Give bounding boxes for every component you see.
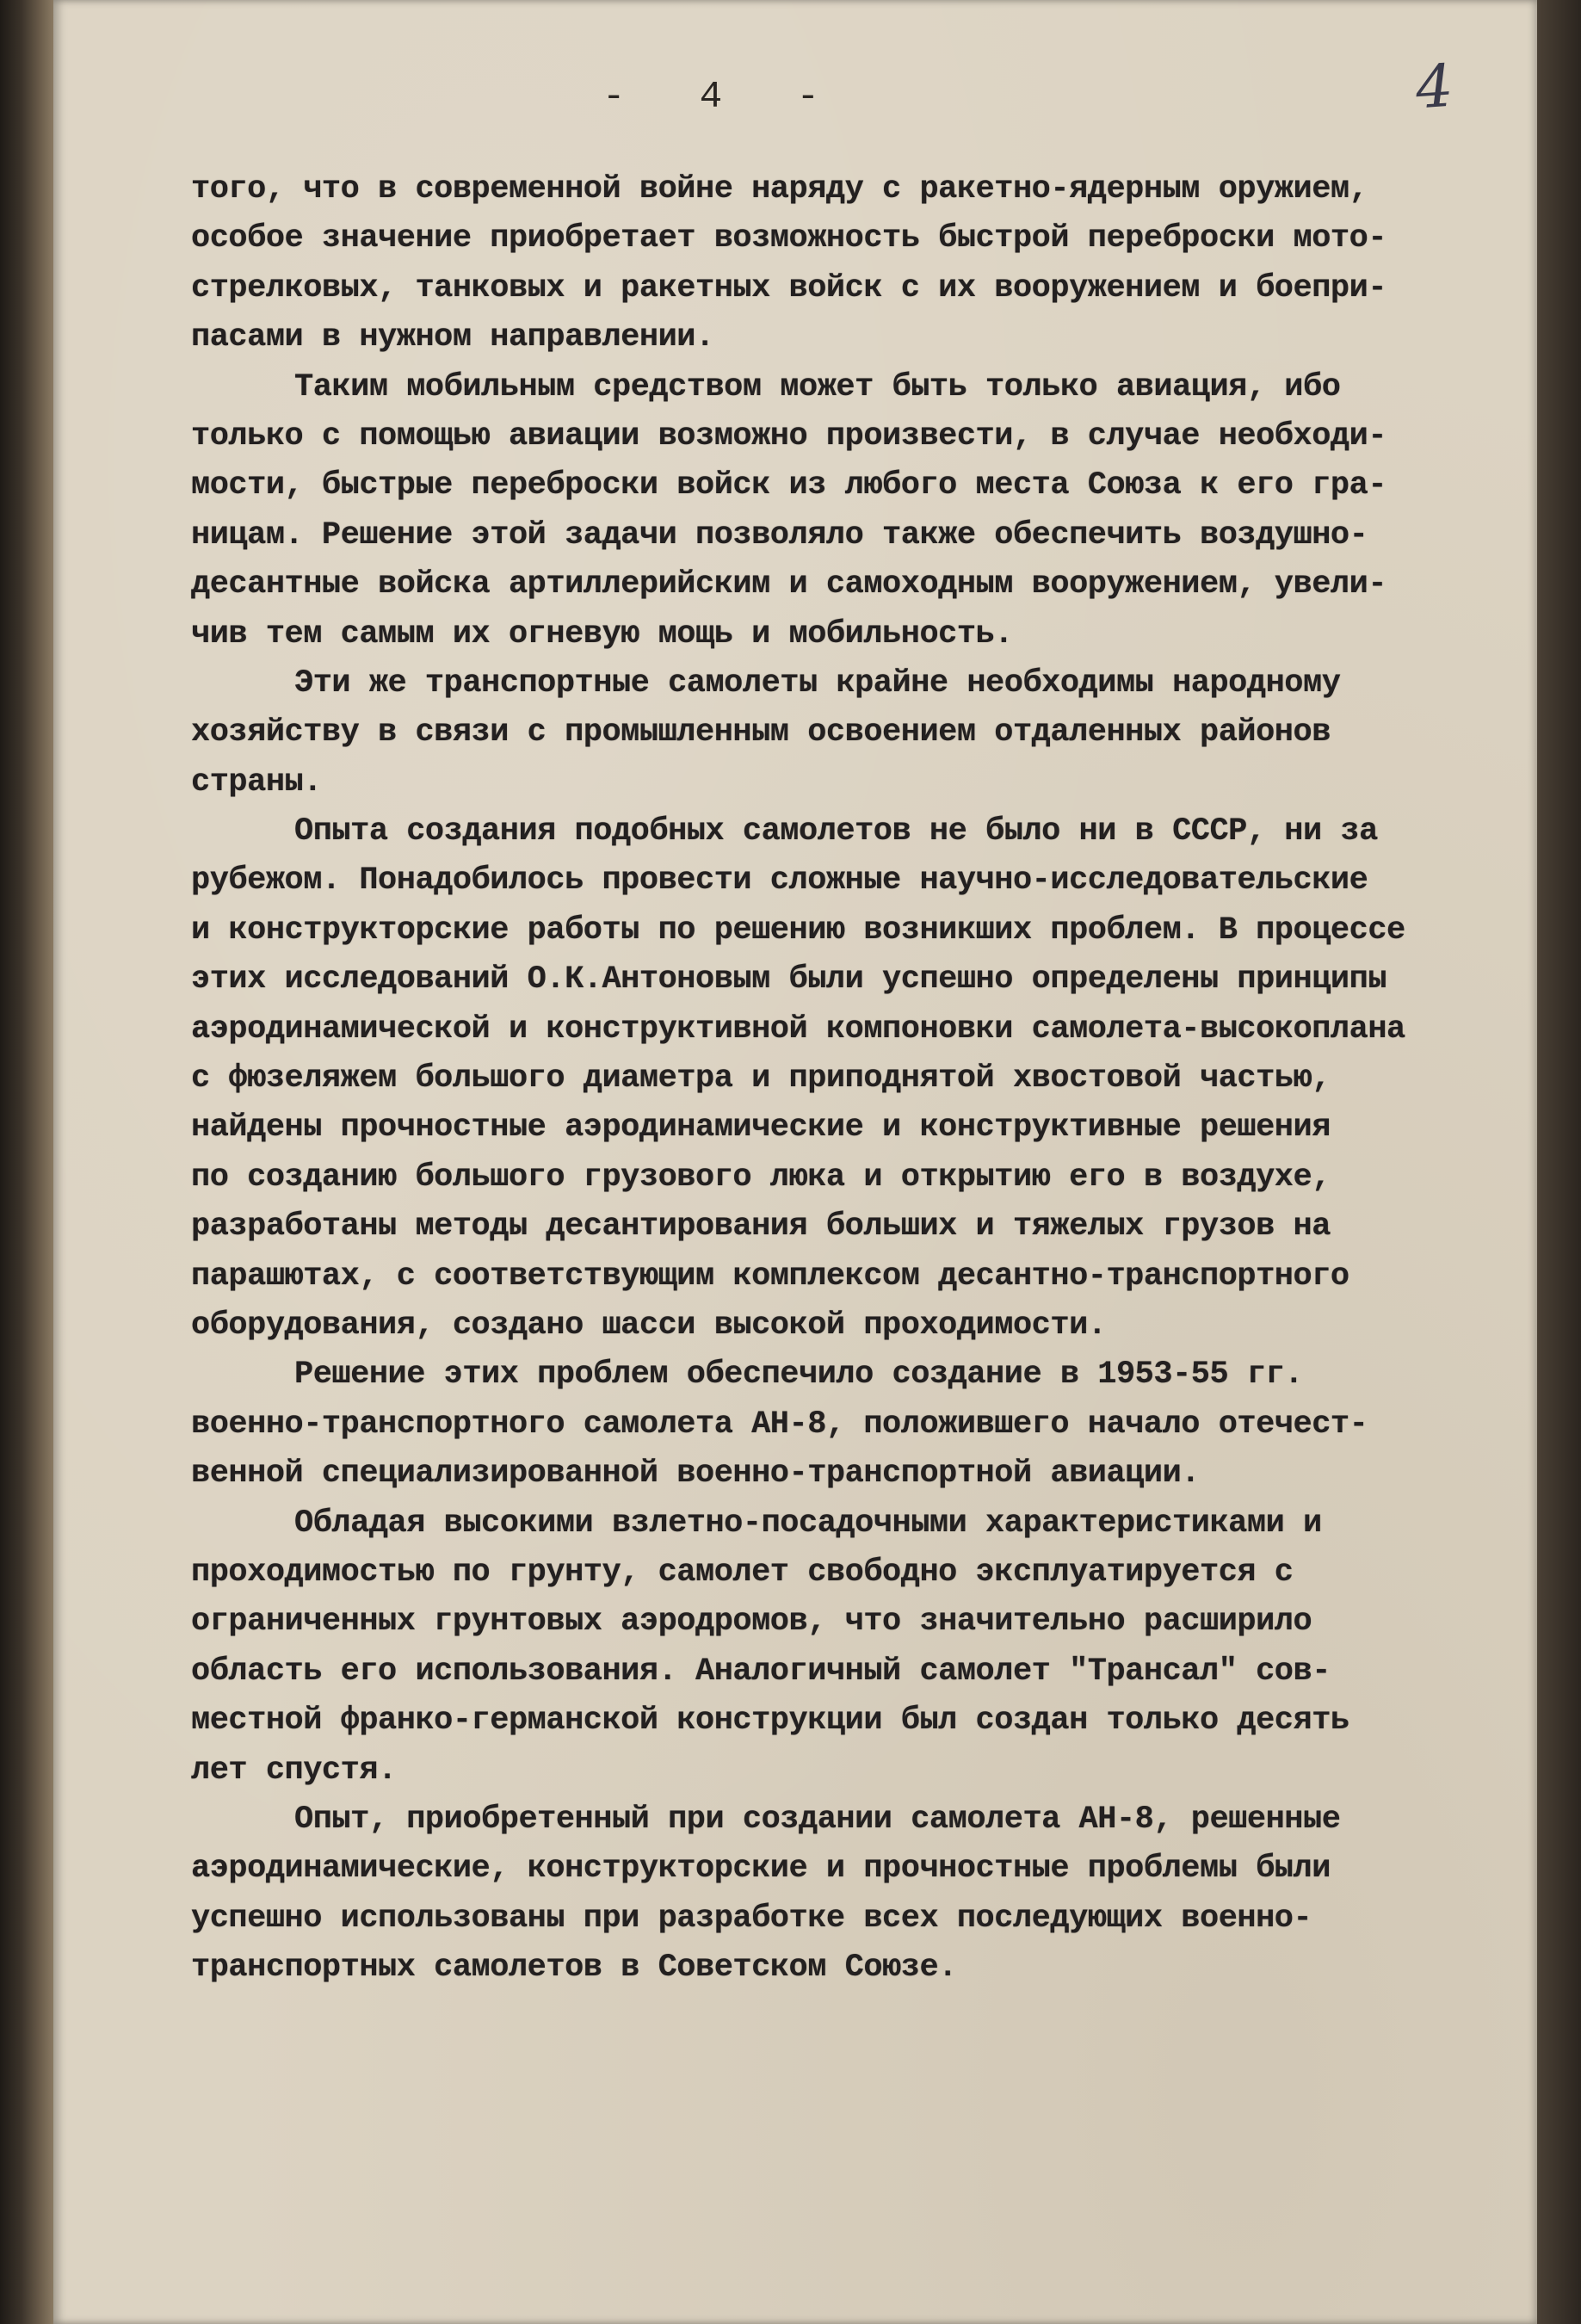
- text-line: по созданию большого грузового люка и открытию его в воздухе,: [191, 1159, 1331, 1196]
- text-line: Опыт, приобретенный при создании самолета АН-8, решенные: [294, 1801, 1341, 1838]
- text-line: аэродинамические, конструкторские и прочностные проблемы были: [191, 1851, 1331, 1888]
- page-edge: [1537, 0, 1581, 2324]
- binding-spine: [0, 0, 53, 2324]
- text-line: область его использования. Аналогичный самолет "Трансал" сов-: [191, 1653, 1331, 1690]
- page-number: - 4 -: [602, 76, 846, 119]
- text-line: транспортных самолетов в Советском Союзе.: [191, 1950, 957, 1987]
- archive-sheet-number: 4: [1413, 52, 1455, 123]
- text-line: стрелковых, танковых и ракетных войск с их вооружением и боепри-: [191, 269, 1387, 306]
- text-line: Опыта создания подобных самолетов не было ни в СССР, ни за: [294, 813, 1378, 850]
- text-line: десантные войска артиллерийским и самоходным вооружением, увели-: [191, 566, 1387, 603]
- text-line: венной специализированной военно-транспортной авиации.: [191, 1456, 1200, 1493]
- text-line: оборудования, создано шасси высокой проходимости.: [191, 1307, 1107, 1344]
- text-line: Эти же транспортные самолеты крайне необходимы народному: [294, 664, 1341, 702]
- text-line: хозяйству в связи с промышленным освоением отдаленных районов: [191, 714, 1331, 751]
- text-line: местной франко-германской конструкции был создан только десять: [191, 1703, 1349, 1740]
- text-line: Решение этих проблем обеспечило создание в 1953-55 гг.: [294, 1357, 1303, 1394]
- text-line: с фюзеляжем большого диаметра и приподнятой хвостовой частью,: [191, 1060, 1331, 1097]
- text-line: этих исследований О.К.Антоновым были успешно определены принципы: [191, 961, 1387, 998]
- text-line: мости, быстрые переброски войск из любого места Союза к его гра-: [191, 467, 1387, 504]
- text-line: Таким мобильным средством может быть только авиация, ибо: [294, 368, 1341, 405]
- text-line: и конструкторские работы по решению возникших проблем. В процессе: [191, 912, 1405, 949]
- text-line: парашютах, с соответствующим комплексом десантно-транспортного: [191, 1258, 1349, 1295]
- text-line: разработаны методы десантирования больших и тяжелых грузов на: [191, 1208, 1331, 1245]
- text-line: рубежом. Понадобилось провести сложные научно-исследовательские: [191, 862, 1368, 899]
- document-body: [191, 165, 1508, 1993]
- text-line: ницам. Решение этой задачи позволяло также обеспечить воздушно-: [191, 516, 1368, 553]
- text-line: ограниченных грунтовых аэродромов, что значительно расширило: [191, 1604, 1312, 1641]
- text-line: военно-транспортного самолета АН-8, положившего начало отечест-: [191, 1406, 1368, 1443]
- text-line: только с помощью авиации возможно произвести, в случае необходи-: [191, 417, 1387, 454]
- text-line: лет спустя.: [191, 1752, 397, 1789]
- text-line: успешно использованы при разработке всех последующих военно-: [191, 1900, 1312, 1937]
- text-line: того, что в современной войне наряду с ракетно-ядерным оружием,: [191, 171, 1368, 207]
- text-line: пасами в нужном направлении.: [191, 319, 714, 356]
- text-line: проходимостью по грунту, самолет свободно эксплуатируется с: [191, 1554, 1294, 1591]
- text-line: аэродинамической и конструктивной компоновки самолета-высокоплана: [191, 1011, 1405, 1048]
- text-line: страны.: [191, 763, 322, 800]
- text-line: особое значение приобретает возможность быстрой переброски мото-: [191, 220, 1387, 257]
- text-line: найдены прочностные аэродинамические и конструктивные решения: [191, 1109, 1331, 1147]
- text-line: чив тем самым их огневую мощь и мобильность.: [191, 615, 1013, 652]
- text-line: Обладая высокими взлетно-посадочными характеристиками и: [294, 1505, 1322, 1542]
